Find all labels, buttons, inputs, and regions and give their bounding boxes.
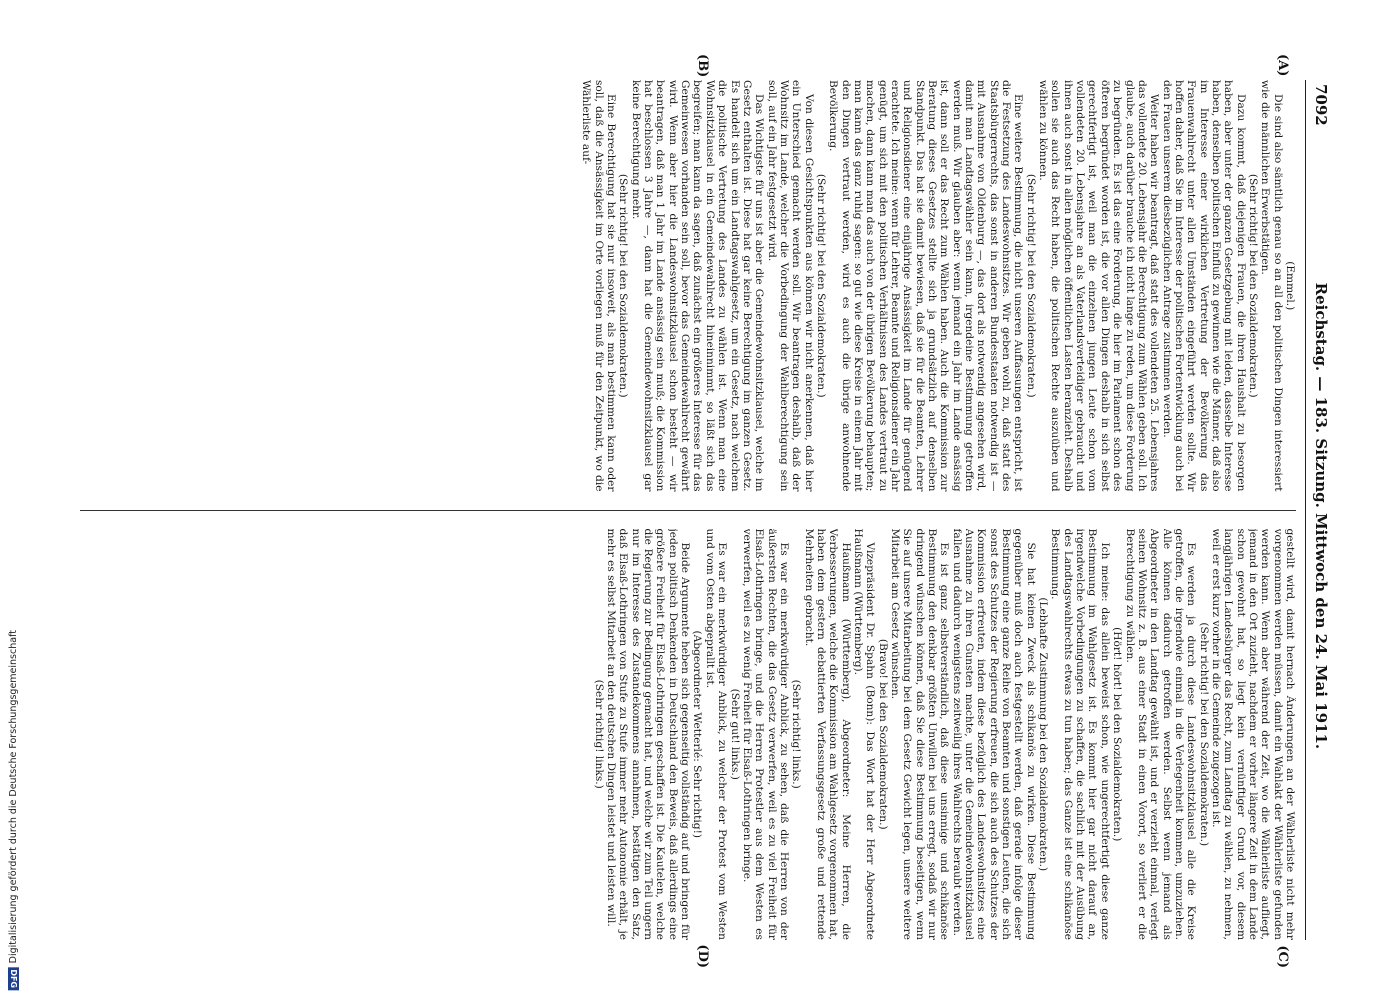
rotated-page-content — [80, 54, 1330, 968]
paragraph: Eine Berechtigung hat sie nur insoweit, als man bestimmen kann oder soll, daß die Ansässigkeit im Orte vorliegen muß für den Zeitpunkt, wo die Wählerliste auf- — [580, 80, 618, 492]
text-columns — [80, 80, 1296, 940]
interjection: (Abgeordneter Wetterlé: Sehr richtig!) — [691, 630, 704, 838]
interjection: (Sehr richtig! bei den Sozialdemokraten.) — [814, 173, 827, 398]
paragraph: Sie hat keinen Zweck als schikanös zu wirken. Diese Bestimmung gegenüber muß doch auch festgestellt werden, daß gerade infolge dieser Bestimmung eine ganze Reihe von Beamten und sonstigen Leuten, die sich sonst des Schutzes der Regierung erfreuen, die sich auch des Schutzes der Kommission erfreuten, indem diese bezüglich des Landeswohnsitzes eine Ausnahme zu ihren Gunsten machte, unter die Gemeindewohnsitzklausel fallen und dadurch wenigstens zeitweilig ihres Wahlrechts beraubt werden. — [950, 528, 1037, 940]
right-column — [80, 529, 1296, 941]
page-inner — [80, 54, 1330, 968]
paragraph: Weiter haben wir beantragt, daß statt des vollendeten 25. Lebensjahres das vollendete 20. Lebensjahr die Berechtigung zum Wählen geben soll. Ich glaube, auch darüber brauche ich nicht lange zu reden, um diese Forderung zu begründen. Es ist das eine Forderung, die hier im Parlament schon des öfteren begründet worden ist, die vor allen Dingen deshalb in sich selbst gerechtfertigt ist, weil man die einzelnen jungen Leute schon vom vollendeten 20. Lebensjahre an als Vaterlandsverteidiger gebraucht und ihnen auch sonst in allen möglichen öffentlichen Lasten heranzieht. Deshalb sollen sie auch das Recht haben, die politischen Rechte auszuüben und wählen zu können. — [1037, 80, 1161, 492]
margin-mark-d: (D) — [695, 944, 710, 968]
left-column — [80, 80, 1296, 492]
page-number: 7092 — [1312, 84, 1330, 126]
interjection: (Sehr richtig! bei den Sozialdemokraten.) — [1024, 173, 1037, 398]
paragraph: Es werden ja durch diese Landeswohnsitzklausel alle die Kreise getroffen, die irgendwie einmal in die Verlegenheit kommen, umzuziehen. Alle können dadurch getroffen werden. Selbst wenn jemand als Abgeordneter in den Landtag gewählt ist, und er verzieht einmal, verlegt seinen Wohnsitz z. B. aus einer Stadt in einen Vorort, so verliert er die Berechtigung zu wählen. — [1123, 528, 1198, 940]
paragraph: Vizepräsident Dr. Spahn (Bonn): Das Wort hat der Herr Abgeordnete Haußmann (Württemberg). — [851, 528, 877, 940]
interjection: (Lebhafte Zustimmung bei den Sozialdemokraten.) — [1037, 597, 1050, 872]
interjection: (Bravo! bei den Sozialdemokraten.) — [876, 638, 889, 830]
interjection: (Hört! hört! bei den Sozialdemokraten.) — [1111, 627, 1124, 842]
interjection: (Sehr richtig! links.) — [790, 679, 803, 789]
paragraph: Dazu kommt, daß diejenigen Frauen, die ihren Haushalt zu besorgen haben, aber unter der ganzen Gesetzgebung mit leiden, dasselbe Interesse haben, denselben politischen Einfluß zu gewinnen wie die Männer, daß also im Interesse einer wirklichen Vertretung der Bevölkerung das Frauenwahlrecht unter allen Umständen eingeführt werden sollte. Wir hoffen daher, daß Sie im Interesse der politischen Fortentwicklung auch bei den Frauen unserem diesbezüglichen Antrage zustimmen werden. — [1160, 80, 1247, 492]
interjection: (Sehr gut! links.) — [728, 688, 741, 780]
paragraph: Eine weitere Bestimmung, die nicht unseren Auffassungen entspricht, ist die Festsetzung des Landeswohnsitzes. Wir geben wohl zu, daß statt des Staatsbürgerrechts, das sonst in anderen Bundesstaaten notwendig ist — mit Ausnahme von Oldenburg —, das dort als notwendig angesehen wird, damit man Landtagswähler sein kann, irgendeine Bestimmung getroffen werden muß. Wir glauben aber: wenn jemand ein Jahr im Lande ansässig ist, dann soll er das Recht zum Wählen haben. Auch die Kommission zur Beratung dieses Gesetzes stellte sich ja grundsätzlich auf denselben Standpunkt. Das hat sie damit bewiesen, daß sie für die Beamten, Lehrer und Religionsdiener eine einjährige Ansässigkeit im Lande für genügend erachtete. Ich meine: wenn für Lehrer, Beamte und Religionsdiener ein Jahr genügt, um sich mit den politischen Verhältnissen des Landes vertraut zu machen, dann kann man das auch von der übrigen Bevölkerung behaupten; man kann das ganz ruhig sagen: so gut wie diese Kreise in einem Jahr mit den Dingen vertraut werden, wird es auch die übrige anwohnende Bevölkerung. — [827, 80, 1025, 492]
margin-mark-c: (C) — [1275, 945, 1290, 968]
paragraph: gestellt wird, damit hernach Änderungen an der Wählerliste nicht mehr vorgenommen werden müssen, damit ein Wahlakt der Wählerliste gefunden werden kann. Wenn aber während der Zeit, wo die Wählerliste aufliegt, jemand in den Ort zuzieht, nachdem er vorher längere Zeit in dem Lande schon gewohnt hat, so liegt kein vernünftiger Grund vor, diesem langjährigen Landesbürger das Recht, zum Landtag zu wählen, zu nehmen, weil er erst kurz vorher in die Gemeinde zugezogen ist. — [1209, 528, 1296, 940]
paragraph: Von diesen Gesichtspunkten aus können wir nicht anerkennen, daß hier ein Unterschied gemacht werden soll. Wir beantragen deshalb, daß der Wohnsitz im Lande, welcher die Vorbedingung der Wahlberechtigung sein soll, auf ein Jahr festgesetzt wird. — [765, 80, 815, 492]
interjection: (Sehr richtig! bei den Sozialdemokraten.) — [1197, 622, 1210, 847]
column-divider — [80, 510, 1296, 511]
scanned-page — [10, 10, 1373, 990]
paragraph: Die sind also sämtlich genau so an all den politischen Dingen interessiert wie die männlichen Erwerbstätigen. — [1259, 80, 1284, 492]
paragraph: Haußmann (Württemberg), Abgeordneter: Meine Herren, die Verbesserungen, welche die Kommission am Wahlgesetz vorgenommen hat, haben dem gestern debattierten Verfassungsgesetz große und rettende Mehrheiten gebracht. — [802, 528, 852, 940]
interjection: (Sehr richtig! links.) — [592, 679, 605, 789]
margin-mark-b: (B) — [695, 54, 710, 78]
paragraph: Es ist ganz selbstverständlich, daß diese unsinnige und schikanöse Bestimmung den denkbar größten Unwillen bei uns erregt, sodaß wir nur dringend wünschen können, daß Sie diese Bestimmung beseitigen, wenn Sie auf unsere Mitarbeitung bei dem Gesetz Gewicht legen, unsere weitere Mitarbeit am Gesetz wünschen. — [889, 528, 951, 940]
dfg-logo: DFG — [9, 969, 18, 988]
running-header — [1305, 80, 1330, 940]
paragraph: Ich meine: das allein beweist schon, wie ungerechtfertigt diese ganze Bestimmung im Wahlgesetz ist. Es kommt hier gar nicht darauf an, irgendwelche Vorbedingungen zu schaffen, die sachlich mit der Ausübung des Landtagswahlrechts etwas zu tun haben; das Ganze ist eine schikanöse Bestimmung. — [1049, 528, 1111, 940]
paragraph: Es war ein merkwürdiger Anblick, zu welcher der Protest vom Westen und vom Osten abgeprallt ist. — [703, 528, 729, 940]
margin-mark-a: (A) — [1275, 54, 1290, 77]
digitization-credit — [8, 630, 408, 1004]
running-head-title: Reichstag. — 183. Sitzung. Mittwoch den 24. Mai 1911. — [1312, 282, 1330, 750]
paragraph: Das Wichtigste für uns ist aber die Gemeindewohnsitzklausel, welche im Gesetz enthalten ist. Diese hat gar keine Berechtigung im ganzen Gesetz. Es handelt sich um ein Landtagswahlgesetz, um ein Gesetz, nach welchem die politische Vertretung des Landes zu wählen ist. Wenn man eine Wohnsitzklausel in ein Gemeindewahlrecht hineinnimmt, so läßt sich das begreifen; man kann da sagen, daß zunächst ein größeres Interesse für das Gemeinwesen vorhanden sein soll, bevor das Gemeindewahlrecht gewährt wird. Wenn aber hier die Landeswohnsitzklausel schon besteht — wir beantragen, daß man 1 Jahr im Lande ansässig sein muß; die Kommission hat beschlossen 3 Jahre —, dann hat die Gemeindewohnsitzklausel gar keine Berechtigung mehr. — [629, 80, 766, 492]
interjection: (Emmel.) — [1284, 261, 1296, 311]
interjection: (Sehr richtig! bei den Sozialdemokraten.) — [1246, 173, 1259, 398]
paragraph: Beide Argumente heben sich gegenseitig vollständig auf und bringen für jeden politisch Denkenden in Deutschland den Beweis, daß allerdings eine größere Freiheit für Elsaß-Lothringen geschaffen ist. Die Kautelen, welche die Regierung zur Bedingung gemacht hat, und welche wir zum Teil ungern nur im Interesse des Zustandekommens annahmen, bestätigen den Satz, daß Elsaß-Lothringen von Stufe zu Stufe immer mehr Autonomie erhält, je mehr es selbst Mitarbeit an den deutschen Dingen leistet und leisten will. — [605, 528, 692, 940]
credit-text: Digitalisierung gefördert durch die Deutsche Forschungsgemeinschaft — [8, 630, 19, 964]
interjection: (Sehr richtig! bei den Sozialdemokraten.) — [617, 173, 630, 398]
paragraph: Es war ein merkwürdiger Anblick, zu sehen, daß die Herren von der äußersten Rechten, die das Gesetz verwerfen, weil es zu viel Freiheit für Elsaß-Lothringen bringe, und die Herren Protestler aus dem Westen es verwerfen, weil es zu wenig Freiheit für Elsaß-Lothringen bringe. — [740, 528, 790, 940]
